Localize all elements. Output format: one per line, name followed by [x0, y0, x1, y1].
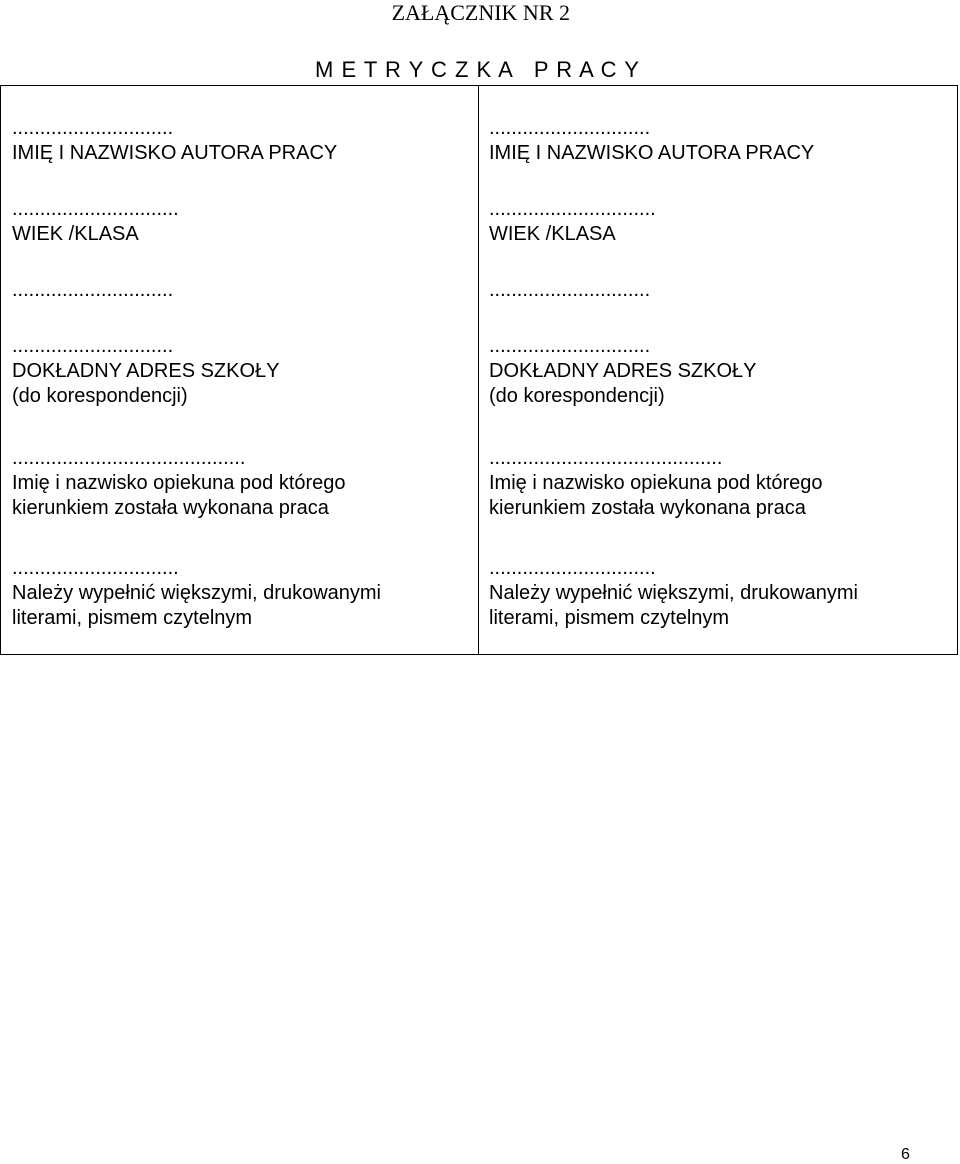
annex-text: ZAŁĄCZNIK NR 2: [391, 0, 570, 25]
note-line1: Należy wypełnić większymi, drukowanymi: [489, 582, 858, 604]
label-grid: [0, 85, 958, 655]
note-line1: Należy wypełnić większymi, drukowanymi: [12, 582, 381, 604]
author-label: IMIĘ I NAZWISKO AUTORA PRACY: [12, 142, 338, 164]
age-dots: ..............................: [489, 198, 656, 220]
address-label: DOKŁADNY ADRES SZKOŁY: [489, 360, 757, 382]
tutor-label-line1: Imię i nazwisko opiekuna pod którego: [12, 472, 346, 494]
tutor-dots: ..........................................: [489, 447, 723, 469]
annex-label: [0, 0, 950, 26]
school-dots-1: .............................: [12, 279, 174, 301]
label-column-left: [1, 86, 479, 654]
school-dots-2: .............................: [489, 335, 651, 357]
tutor-label-line2: kierunkiem została wykonana praca: [12, 497, 329, 519]
note-dots: ..............................: [12, 557, 179, 579]
author-label: IMIĘ I NAZWISKO AUTORA PRACY: [489, 142, 815, 164]
address-sub-label: (do korespondencji): [12, 385, 188, 407]
age-label: WIEK /KLASA: [12, 223, 139, 245]
address-sub-label: (do korespondencji): [489, 385, 665, 407]
document-title: M E T R Y C Z K A P R A C Y: [315, 57, 640, 82]
address-label: DOKŁADNY ADRES SZKOŁY: [12, 360, 280, 382]
note-line2: literami, pismem czytelnym: [12, 607, 253, 629]
author-dots: .............................: [489, 117, 651, 139]
school-dots-2: .............................: [12, 335, 174, 357]
label-column-right: [479, 86, 957, 654]
school-dots-1: .............................: [489, 279, 651, 301]
tutor-label-line2: kierunkiem została wykonana praca: [489, 497, 806, 519]
tutor-dots: ..........................................: [12, 447, 246, 469]
page-number: 6: [901, 1146, 910, 1163]
age-label: WIEK /KLASA: [489, 223, 616, 245]
author-dots: .............................: [12, 117, 174, 139]
age-dots: ..............................: [12, 198, 179, 220]
tutor-label-line1: Imię i nazwisko opiekuna pod którego: [489, 472, 823, 494]
note-line2: literami, pismem czytelnym: [489, 607, 730, 629]
note-dots: ..............................: [489, 557, 656, 579]
